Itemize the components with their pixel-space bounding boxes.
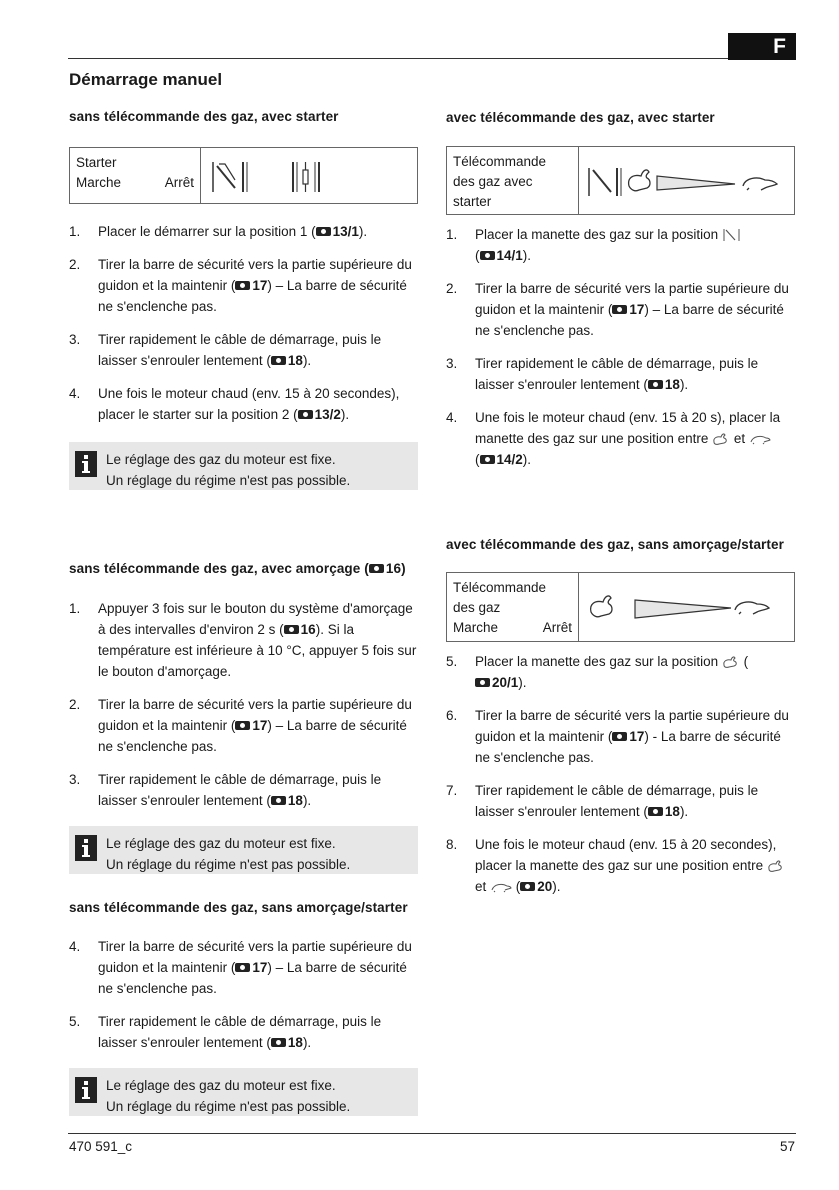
left-section-2-heading: sans télécommande des gaz, avec amorçage ( 16) <box>69 561 406 576</box>
left-section-1-steps <box>69 221 419 437</box>
info-line-2: Un réglage du régime n'est pas possible. <box>106 473 351 488</box>
list-item: 7. Tirer rapidement le câble de démarrage, puis le laisser s'enrouler lentement ( 18). <box>446 783 759 819</box>
info-line-1: Le réglage des gaz du moteur est fixe. <box>106 836 336 851</box>
table-label-line: starter <box>453 194 492 209</box>
list-item: 4. Tirer la barre de sécurité vers la partie supérieure du guidon et la maintenir ( 17) – La barre de sécurité ne s'enclenche pas. <box>69 939 412 996</box>
right-section-1-steps <box>446 224 796 482</box>
info-icon <box>72 834 99 861</box>
off-label: Arrêt <box>542 620 572 635</box>
camera-icon <box>612 732 627 741</box>
camera-icon <box>271 796 286 805</box>
remote-starter-labels <box>447 147 579 214</box>
camera-icon <box>316 227 331 236</box>
right-section-1-heading: avec télécommande des gaz, avec starter <box>446 110 715 125</box>
starter-labels <box>70 148 201 203</box>
list-item: 4. Une fois le moteur chaud (env. 15 à 20 s), placer la manette des gaz sur une position entre et ( 14/2). <box>446 410 781 467</box>
camera-icon <box>298 410 313 419</box>
camera-icon <box>271 1038 286 1047</box>
starter-label: Starter <box>76 155 117 170</box>
on-label: Marche <box>453 620 499 635</box>
choke-position-icon <box>722 228 742 242</box>
info-icon <box>72 450 99 477</box>
list-item: 5. Placer la manette des gaz sur la position (20/1). <box>446 654 749 690</box>
page-title: Démarrage manuel <box>69 70 223 89</box>
page-number: 57 <box>780 1139 796 1154</box>
list-item: 1. Placer le démarrer sur la position 1 ( 13/1). <box>69 224 368 239</box>
rabbit-icon <box>722 655 740 669</box>
list-item: 4. Une fois le moteur chaud (env. 15 à 20 secondes), placer le starter sur la position 2 ( 13/2). <box>69 386 400 422</box>
table-label-line: des gaz <box>453 600 501 615</box>
camera-icon <box>235 721 250 730</box>
camera-icon <box>235 963 250 972</box>
list-item: 2. Tirer la barre de sécurité vers la partie supérieure du guidon et la maintenir ( 17) – La barre de sécurité ne s'enclenche pas. <box>69 257 412 314</box>
camera-icon <box>284 625 299 634</box>
list-item: 3. Tirer rapidement le câble de démarrage, puis le laisser s'enrouler lentement ( 18). <box>446 356 759 392</box>
camera-icon <box>480 251 495 260</box>
list-item: 3. Tirer rapidement le câble de démarrage, puis le laisser s'enrouler lentement ( 18). <box>69 332 382 368</box>
info-note-1 <box>69 442 418 490</box>
list-item: 8. Une fois le moteur chaud (env. 15 à 20 secondes), placer la manette des gaz sur une position entre et ( 20). <box>446 834 796 897</box>
rabbit-icon <box>712 432 730 446</box>
list-item: 5. Tirer rapidement le câble de démarrage, puis le laisser s'enrouler lentement ( 18). <box>69 1014 382 1050</box>
remote-starter-control-table <box>446 146 795 215</box>
info-note-2 <box>69 826 418 874</box>
list-item: 2. Tirer la barre de sécurité vers la partie supérieure du guidon et la maintenir ( 17) – La barre de sécurité ne s'enclenche pas. <box>69 697 412 754</box>
turtle-icon <box>749 432 771 446</box>
camera-icon <box>475 678 490 687</box>
document-number: 470 591_c <box>69 1139 133 1154</box>
list-item: 3. Tirer rapidement le câble de démarrage, puis le laisser s'enrouler lentement ( 18). <box>69 772 382 808</box>
list-item: 1. Appuyer 3 fois sur le bouton du système d'amorçage à des intervalles d'environ 2 s ( 16). Si la température est inférieure à 10 °C, appuyer 5 fois sur le bouton d'amorçage. <box>69 601 417 679</box>
remote-symbols <box>579 573 790 641</box>
throttle-scale-icon <box>585 582 790 632</box>
on-label: Marche <box>76 175 122 190</box>
remote-control-table <box>446 572 795 642</box>
camera-icon <box>369 564 384 573</box>
right-section-2-steps <box>446 651 796 909</box>
starter-symbols <box>201 148 387 203</box>
left-section-3-heading: sans télécommande des gaz, sans amorçage/starter <box>69 900 408 915</box>
info-line-1: Le réglage des gaz du moteur est fixe. <box>106 452 336 467</box>
info-icon <box>72 1076 99 1103</box>
info-line-2: Un réglage du régime n'est pas possible. <box>106 857 351 872</box>
table-label-line: Télécommande <box>453 580 547 595</box>
footer-rule <box>68 1133 796 1134</box>
choke-lever-icon <box>207 154 387 198</box>
turtle-icon <box>490 880 512 894</box>
left-section-2-steps <box>69 598 419 823</box>
starter-control-table <box>69 147 418 204</box>
info-line-2: Un réglage du régime n'est pas possible. <box>106 1099 351 1114</box>
list-item: 6. Tirer la barre de sécurité vers la partie supérieure du guidon et la maintenir ( 17) - La barre de sécurité ne s'enclenche pas. <box>446 708 789 765</box>
camera-icon <box>480 455 495 464</box>
info-line-1: Le réglage des gaz du moteur est fixe. <box>106 1078 336 1093</box>
list-item: 2. Tirer la barre de sécurité vers la partie supérieure du guidon et la maintenir ( 17) – La barre de sécurité ne s'enclenche pas. <box>446 281 789 338</box>
camera-icon <box>648 380 663 389</box>
camera-icon <box>520 882 535 891</box>
camera-icon <box>612 305 627 314</box>
info-note-3 <box>69 1068 418 1116</box>
list-item: 1. Placer la manette des gaz sur la position ( 14/1). <box>446 224 796 266</box>
left-section-3-steps <box>69 936 419 1065</box>
header-rule <box>68 58 728 59</box>
remote-starter-symbols <box>579 147 790 214</box>
table-label-line: des gaz avec <box>453 174 533 189</box>
camera-icon <box>271 356 286 365</box>
right-section-2-heading: avec télécommande des gaz, sans amorçage/starter <box>446 537 784 552</box>
language-tab: F <box>728 33 796 60</box>
off-label: Arrêt <box>164 175 194 190</box>
left-section-1-heading: sans télécommande des gaz, avec starter <box>69 109 339 124</box>
camera-icon <box>648 807 663 816</box>
remote-labels <box>447 573 579 641</box>
camera-icon <box>235 281 250 290</box>
table-label-line: Télécommande <box>453 154 547 169</box>
rabbit-icon <box>767 859 785 873</box>
throttle-scale-icon <box>585 156 790 206</box>
